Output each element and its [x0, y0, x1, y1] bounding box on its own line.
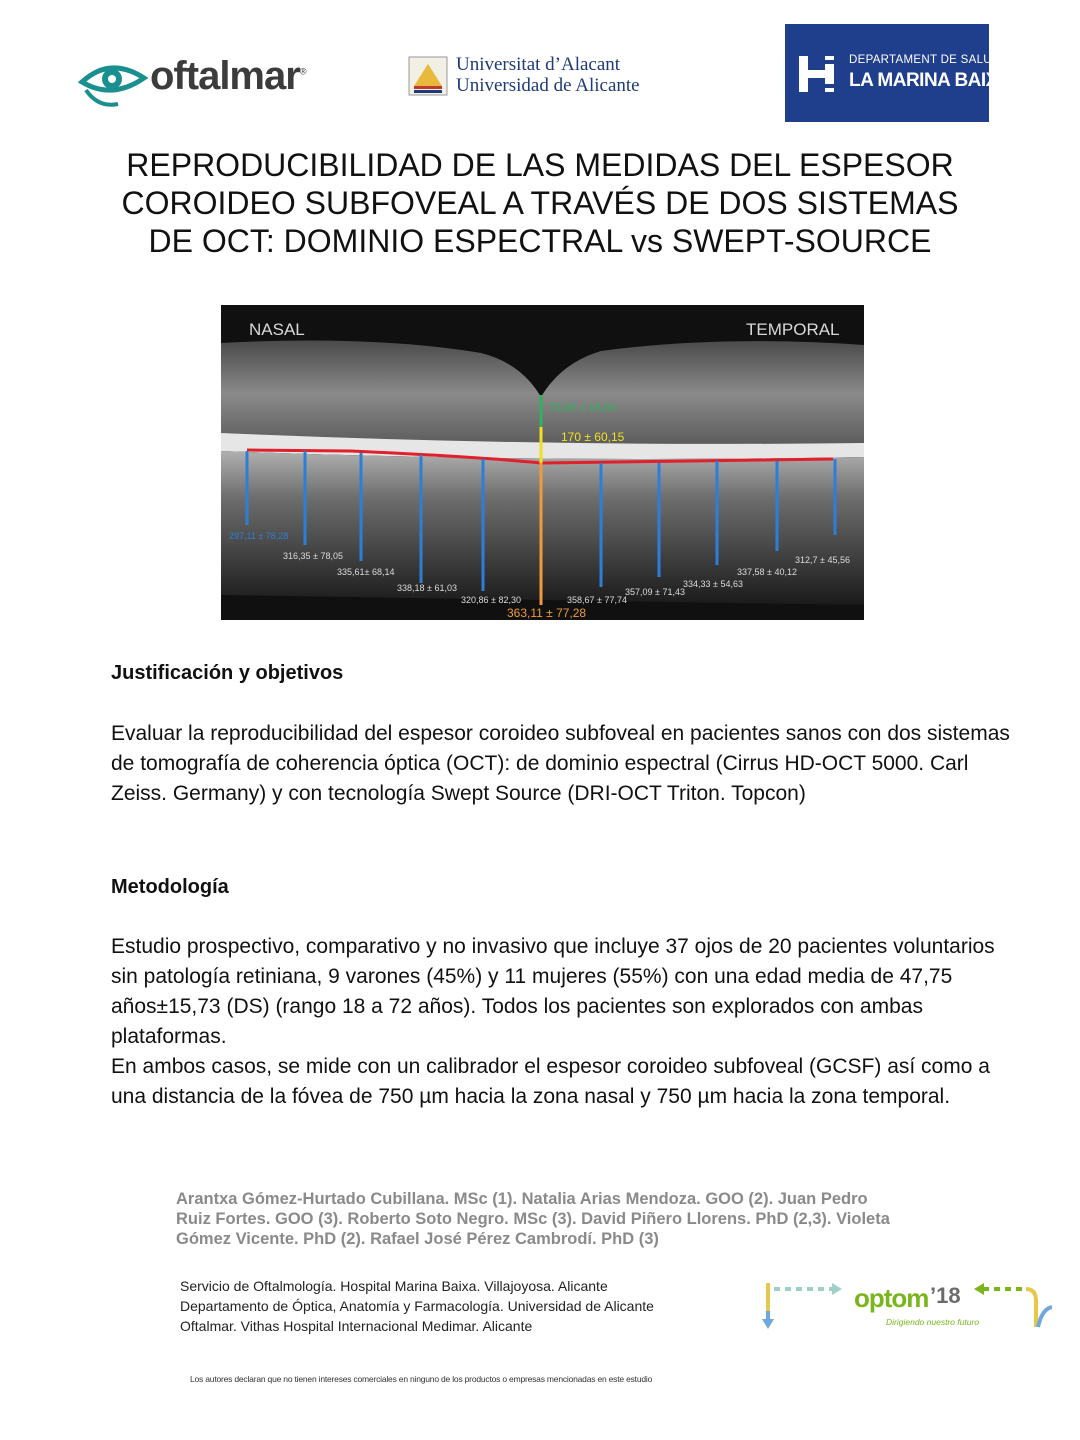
optom-name: optom [854, 1283, 929, 1313]
methodology-paragraph-1: Estudio prospectivo, comparativo y no invasivo que incluye 37 ojos de 20 pacientes voluntarios sin patología retiniana, 9 varones (45%) y 11 mujeres (55%) con una edad media de 47,75 años±15,73 (DS) (rango 18 a 72 años). Todos los pacientes son explorados con ambas plataformas. [111, 935, 995, 1048]
title-line-3: DE OCT: DOMINIO ESPECTRAL vs SWEPT-SOURCE [148, 223, 932, 259]
university-name: Universitat d’Alacant Universidad de Alicante [456, 54, 640, 96]
inner-measure-label: 170 ± 60,15 [561, 430, 625, 444]
measure-label: 338,18 ± 61,03 [397, 583, 457, 593]
title-line-2: COROIDEO SUBFOVEAL A TRAVÉS DE DOS SISTEMAS [121, 185, 959, 221]
nasal-label: NASAL [249, 320, 305, 339]
justification-heading: Justificación y objetivos [111, 662, 344, 684]
measure-label: 334,33 ± 54,63 [683, 579, 743, 589]
measure-label: 316,35 ± 78,05 [283, 551, 343, 561]
affiliation-2: Departamento de Óptica, Anatomía y Farmacología. Universidad de Alicante [180, 1298, 654, 1314]
retina-measure-label: 72,65 ± 18,84 [549, 402, 617, 414]
methodology-text [111, 932, 1011, 1112]
oct-scan-image [221, 305, 864, 620]
measure-label: 335,61± 68,14 [337, 567, 395, 577]
authors-list: Arantxa Gómez-Hurtado Cubillana. MSc (1). Natalia Arias Mendoza. GOO (2). Juan Pedro Ruiz Fortes. GOO (3). Roberto Soto Negro. MSc (3). David Piñero Llorens. PhD (2,3). Violeta Gómez Vicente. PhD (2). Rafael José Pérez Cambrodí. PhD (3) [176, 1190, 890, 1248]
oftalmar-logo [78, 50, 318, 110]
affiliation-3: Oftalmar. Vithas Hospital Internacional Medimar. Alicante [180, 1318, 533, 1334]
measure-label: 357,09 ± 71,43 [625, 587, 685, 597]
temporal-label: TEMPORAL [746, 320, 840, 339]
affiliations [180, 1276, 740, 1336]
optom-year: ’18 [930, 1283, 961, 1308]
university-logo [408, 54, 668, 104]
subfoveal-measure-label: 363,11 ± 77,28 [507, 606, 587, 620]
hospital-h-icon [797, 52, 843, 98]
marina-baixa-line1: DEPARTAMENT DE SALUT DE [849, 54, 1020, 66]
marina-baixa-logo [785, 24, 1020, 122]
optom-tagline: Dirigiendo nuestro futuro [886, 1317, 980, 1327]
disclaimer: Los autores declaran que no tienen intereses comerciales en ninguno de los productos o empresas mencionadas en este estudio [190, 1374, 653, 1384]
measure-label: 312,7 ± 45,56 [795, 555, 850, 565]
oftalmar-brand: oftalmar® [150, 54, 306, 98]
eye-logo-icon [78, 50, 148, 110]
justification-text: Evaluar la reproducibilidad del espesor coroideo subfoveal en pacientes sanos con dos sistemas de tomografía de coherencia óptica (OCT): de dominio espectral (Cirrus HD-OCT 5000. Carl Zeiss. Germany) y con tecnología Swept Source (DRI-OCT Triton. Topcon) [111, 722, 1010, 805]
methodology-paragraph-2: En ambos casos, se mide con un calibrador el espesor coroideo subfoveal (GCSF) así como a una distancia de la fóvea de 750 µm hacia la zona nasal y 750 µm hacia la zona temporal. [111, 1055, 990, 1108]
page-title [60, 146, 1020, 260]
university-emblem-icon [408, 56, 448, 96]
measure-label: 297,11 ± 78,28 [229, 531, 289, 541]
measure-label: 358,67 ± 77,74 [567, 595, 627, 605]
measure-label: 320,86 ± 82,30 [461, 595, 521, 605]
affiliation-1: Servicio de Oftalmología. Hospital Marina Baixa. Villajoyosa. Alicante [180, 1278, 608, 1294]
measure-label: 337,58 ± 40,12 [737, 567, 797, 577]
methodology-heading: Metodología [111, 876, 229, 898]
marina-baixa-line2: LA MARINA BAIXA [849, 70, 1012, 91]
title-line-1: REPRODUCIBILIDAD DE LAS MEDIDAS DEL ESPESOR [126, 147, 954, 183]
optom-logo [762, 1275, 1052, 1335]
